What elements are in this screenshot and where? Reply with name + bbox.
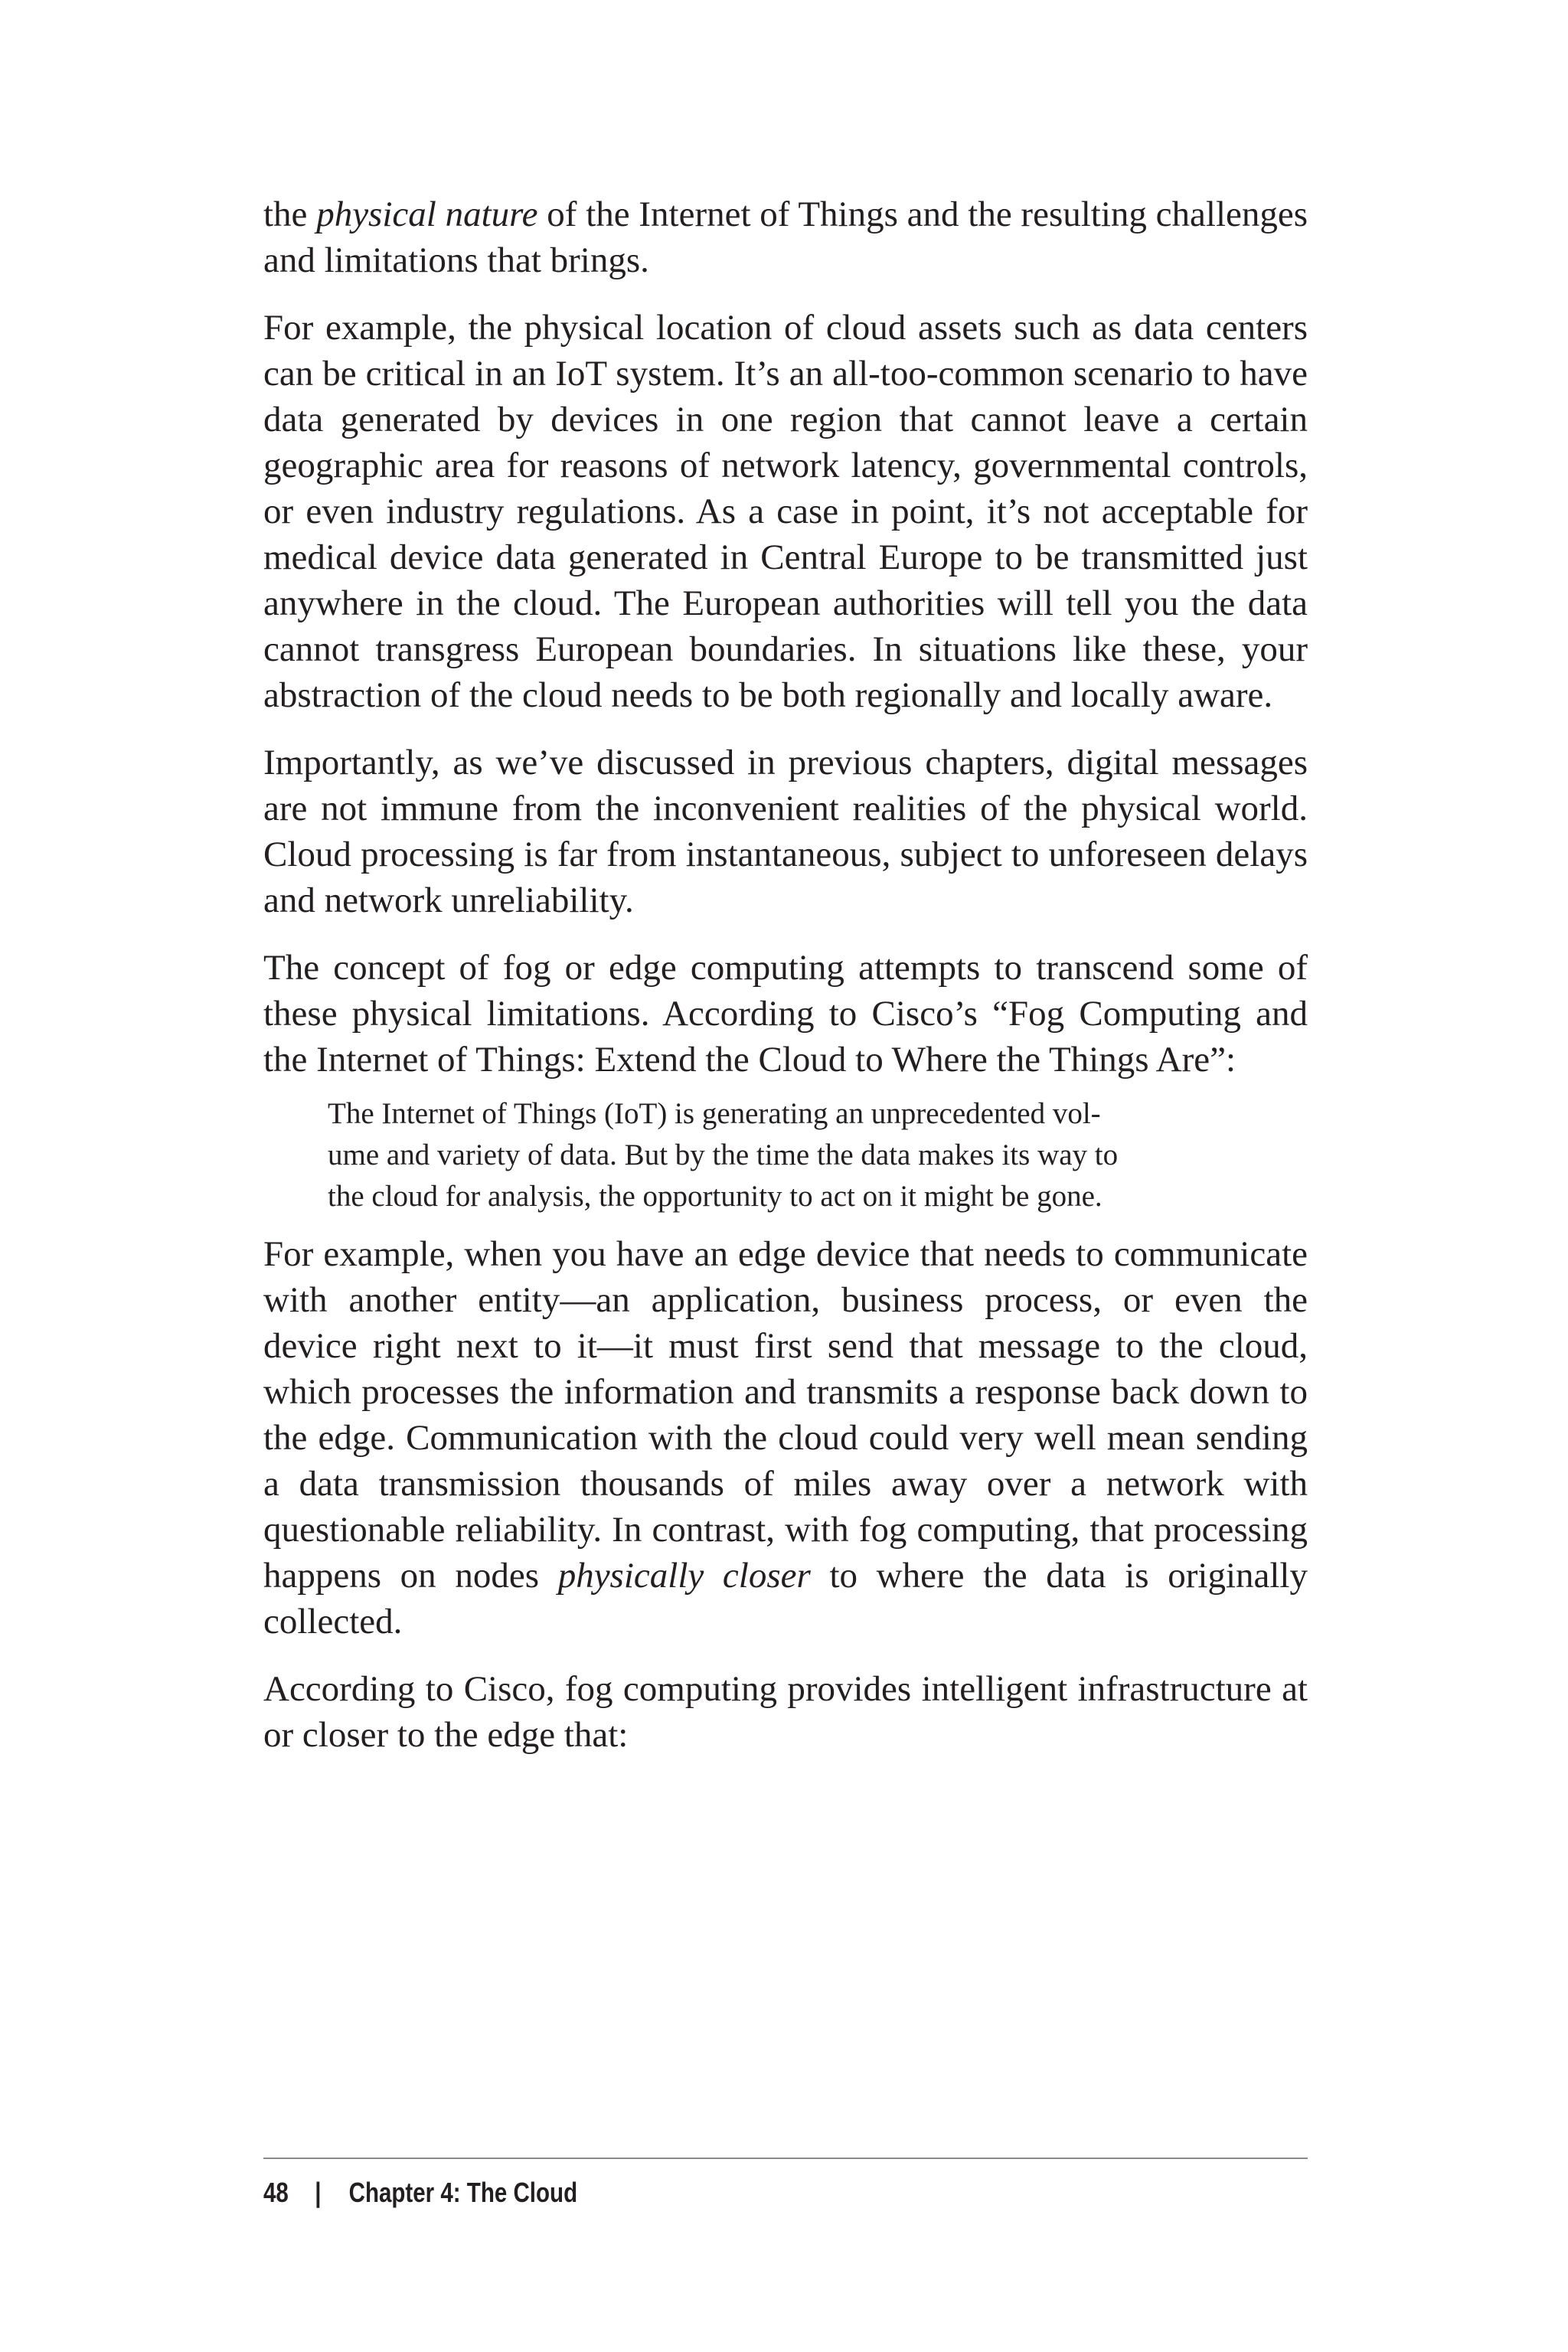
chapter-title: Chapter 4: The Cloud [348, 2177, 578, 2208]
paragraph-cisco-fog: According to Cisco, fog computing provides intelligent infrastructure at or closer to the edge that: [263, 1669, 1308, 1755]
paragraph-digital-messages: Importantly, as we’ve discussed in previous chapters, digital messages are not immune from the inconvenient realities of the physical world. Cloud processing is far from instantaneous, subject to unforeseen delays and network unreliability. [263, 743, 1308, 920]
page-footer [263, 2170, 577, 2216]
quote-line: the cloud for analysis, the opportunity to act on it might be gone. [328, 1180, 1102, 1213]
quote-line: The Internet of Things (IoT) is generating an unprecedented vol- [328, 1097, 1101, 1130]
quote-line: ume and variety of data. But by the time the data makes its way to [328, 1138, 1119, 1171]
paragraph-text: to where the data is originally collected. [263, 1556, 1308, 1642]
paragraph-edge-device-example [263, 1231, 1308, 1645]
emphasis-physically-closer: physically closer [557, 1556, 811, 1596]
paragraph-fog-concept: The concept of fog or edge computing attempts to transcend some of these physical limitations. According to Cisco’s “Fog Computing and the Internet of Things: Extend the Cloud to Where the Things Are”: [263, 948, 1308, 1080]
footer-separator: | [315, 2177, 322, 2208]
footer-divider [263, 2158, 1308, 2159]
emphasis-physical-nature: physical nature [316, 194, 538, 234]
block-quote [328, 1093, 1246, 1217]
paragraph-text: of the Internet of Things and the resulting challenges and limitations that brings. [263, 194, 1308, 280]
paragraph-data-location: For example, the physical location of cloud assets such as data centers can be critical in an IoT system. It’s an all-too-common scenario to have data generated by devices in one region that cannot leave a certain geographic area for reasons of network latency, governmental controls, or even industry regulations. As a case in point, it’s not acceptable for medical device data generated in Central Europe to be transmitted just anywhere in the cloud. The European authorities will tell you the data cannot transgress European boundaries. In situations like these, your abstraction of the cloud needs to be both regionally and locally aware. [263, 308, 1308, 715]
page-body [263, 191, 1308, 1779]
paragraph-text: For example, when you have an edge device that needs to communicate with another entity—an application, business process, or even the device right next to it—it must first send that message to the cloud, which processes the information and transmits a response back down to the edge. Communication with the cloud could very well mean sending a data transmission thousands of miles away over a network with questionable reliability. In contrast, with fog computing, that processing happens on nodes [263, 1234, 1308, 1596]
paragraph-text: the [263, 194, 317, 234]
page-number: 48 [263, 2177, 289, 2208]
paragraph-physical-nature [263, 191, 1308, 283]
